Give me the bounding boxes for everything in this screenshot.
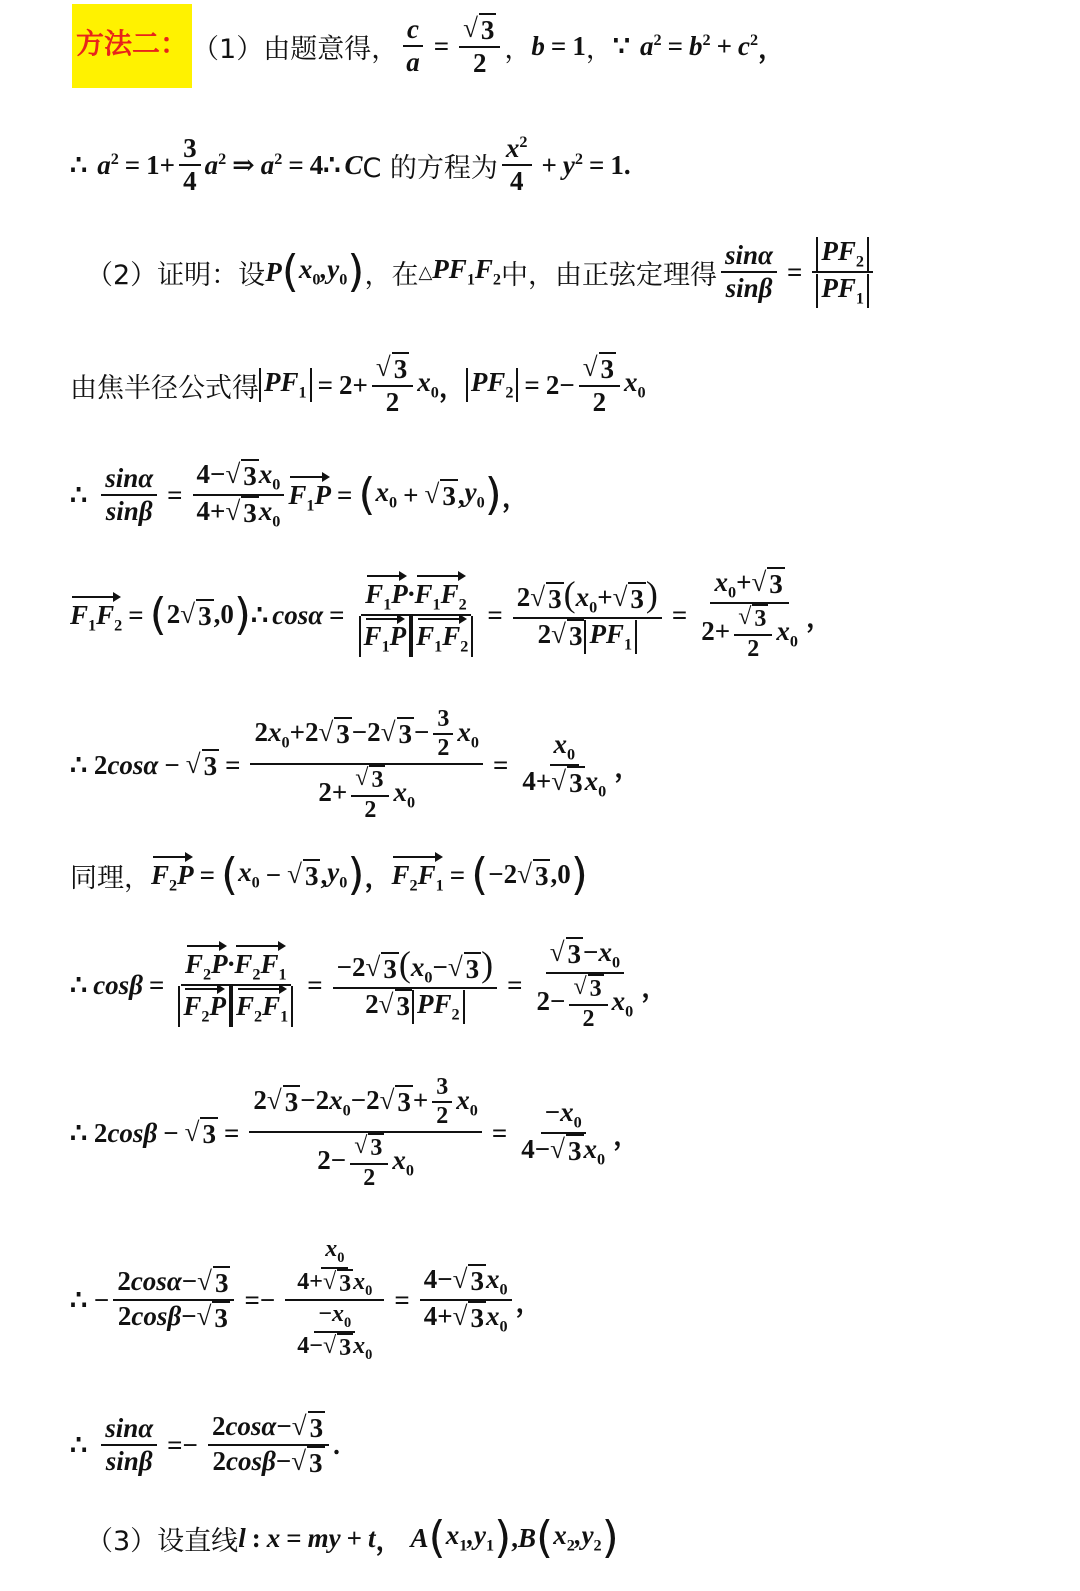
sqrt3-over-2: √ 3 2 bbox=[459, 13, 500, 79]
line-cos-beta: ∴ cosβ = $\frac{F_2P\cdot F_2F_1}{F_2P F_2F_1}$ = −2 √ 3 ($x_0-$ √ 3 ) 2 √ 3 $PF_2$ = √ 3 $-x_0$ 2− √ 3 2 $x_0$ ， bbox=[70, 936, 669, 1032]
part1-prefix: （1）由题意得， bbox=[192, 33, 399, 65]
line-focal-radius: 由焦半径公式得 $PF_1$ = 2+ √ 3 2 $x_0$ ， $PF_2$ = 2− √ 3 2 $x_0$ bbox=[70, 351, 646, 417]
line-ratio-cos: ∴ − 2cosα− √ 3 2cosβ− √ 3 =− $x_0$ 4+ √ 3 $x_0$ $-x_0$ 4− √ 3 $x_0$ = 4− √ 3 $x_0$ 4+ √ 3 $x_0$ ， bbox=[70, 1236, 543, 1364]
line-cos-alpha: $F_1F_2$ = ( 2 √ 3 ,0 ) ∴ cosα = $\frac{F_1P\cdot F_1F_2}{F_1P F_1F_2}$ = 2 √ 3 ($x_0+$ √ 3 ) 2 √ 3 $PF_1$ = $x_0+$ √ 3 2+ √ 3 2 $x_0$ ， bbox=[70, 566, 833, 662]
method-label: 方法二： bbox=[72, 4, 192, 88]
ellipse-equation-label: C 的方程为 bbox=[362, 152, 498, 184]
line-2cos-beta: ∴ 2 cosβ − √ 3 = 2 √ 3 $-2x_0-2$ √ 3 + $\frac{3}{2}$ $x_0$ 2− √ 3 2 $x_0$ = $-x_0$ 4− √ 3 $x_0$ ， bbox=[70, 1073, 641, 1191]
line-part1: 方法二： （1）由题意得， $\frac{c}{a}$ = √ 3 2 ， b = 1 ， ∵ $a^2$ = $b^2$ + $c^2$ ， bbox=[70, 0, 1060, 92]
line-sin-ratio: ∴ $\frac{\sin\alpha}{\sin\beta}$ = 4− √ 3 $x_0$ 4+ √ 3 $x_0$ $F_1P$ = ( $x_0$ + √ 3 , $y_0$ ) ， bbox=[70, 458, 529, 531]
line-part2: （2）证明：设 P ( $x_0,y_0$ ) ，在 △ $PF_1F_2$ 中，由正弦定理得 $\frac{\sin\alpha}{\sin\beta}$ = $\frac{PF_2}{PF_1}$ bbox=[70, 228, 1060, 316]
line-part3: （3）设直线 l : x = my + t ， A ( $x_1,y_1$ ) , B ( $x_2,y_2$ ) bbox=[86, 1512, 619, 1563]
line-conclusion: ∴ $\frac{\sin\alpha}{\sin\beta}$ =− 2cosα− √ 3 2cosβ− √ 3 . bbox=[70, 1410, 340, 1478]
line-ellipse: ∴ $a^2$ = 1+ $\frac{3}{4}$ $a^2$ ⇒ $a^2$ = 4 ∴ C C 的方程为 $\frac{x^2}{4}$ + $y^2$ = 1. bbox=[70, 132, 631, 196]
eccentricity-fraction: $\frac{c}{a}$ bbox=[402, 14, 424, 78]
line-2cos-alpha: ∴ 2 cosα − √ 3 = $2x_0+2$ √ 3 −2 √ 3 − $\frac{3}{2}$ $x_0$ 2+ √ 3 2 $x_0$ = $x_0$ 4+ √ 3 $x_0$ ， bbox=[70, 705, 642, 823]
line-tongli: 同理， $F_2P$ = ( $x_0$ − √ 3 , $y_0$ ) ， $F_2F_1$ = ( −2 √ 3 ,0 ) bbox=[70, 849, 588, 900]
